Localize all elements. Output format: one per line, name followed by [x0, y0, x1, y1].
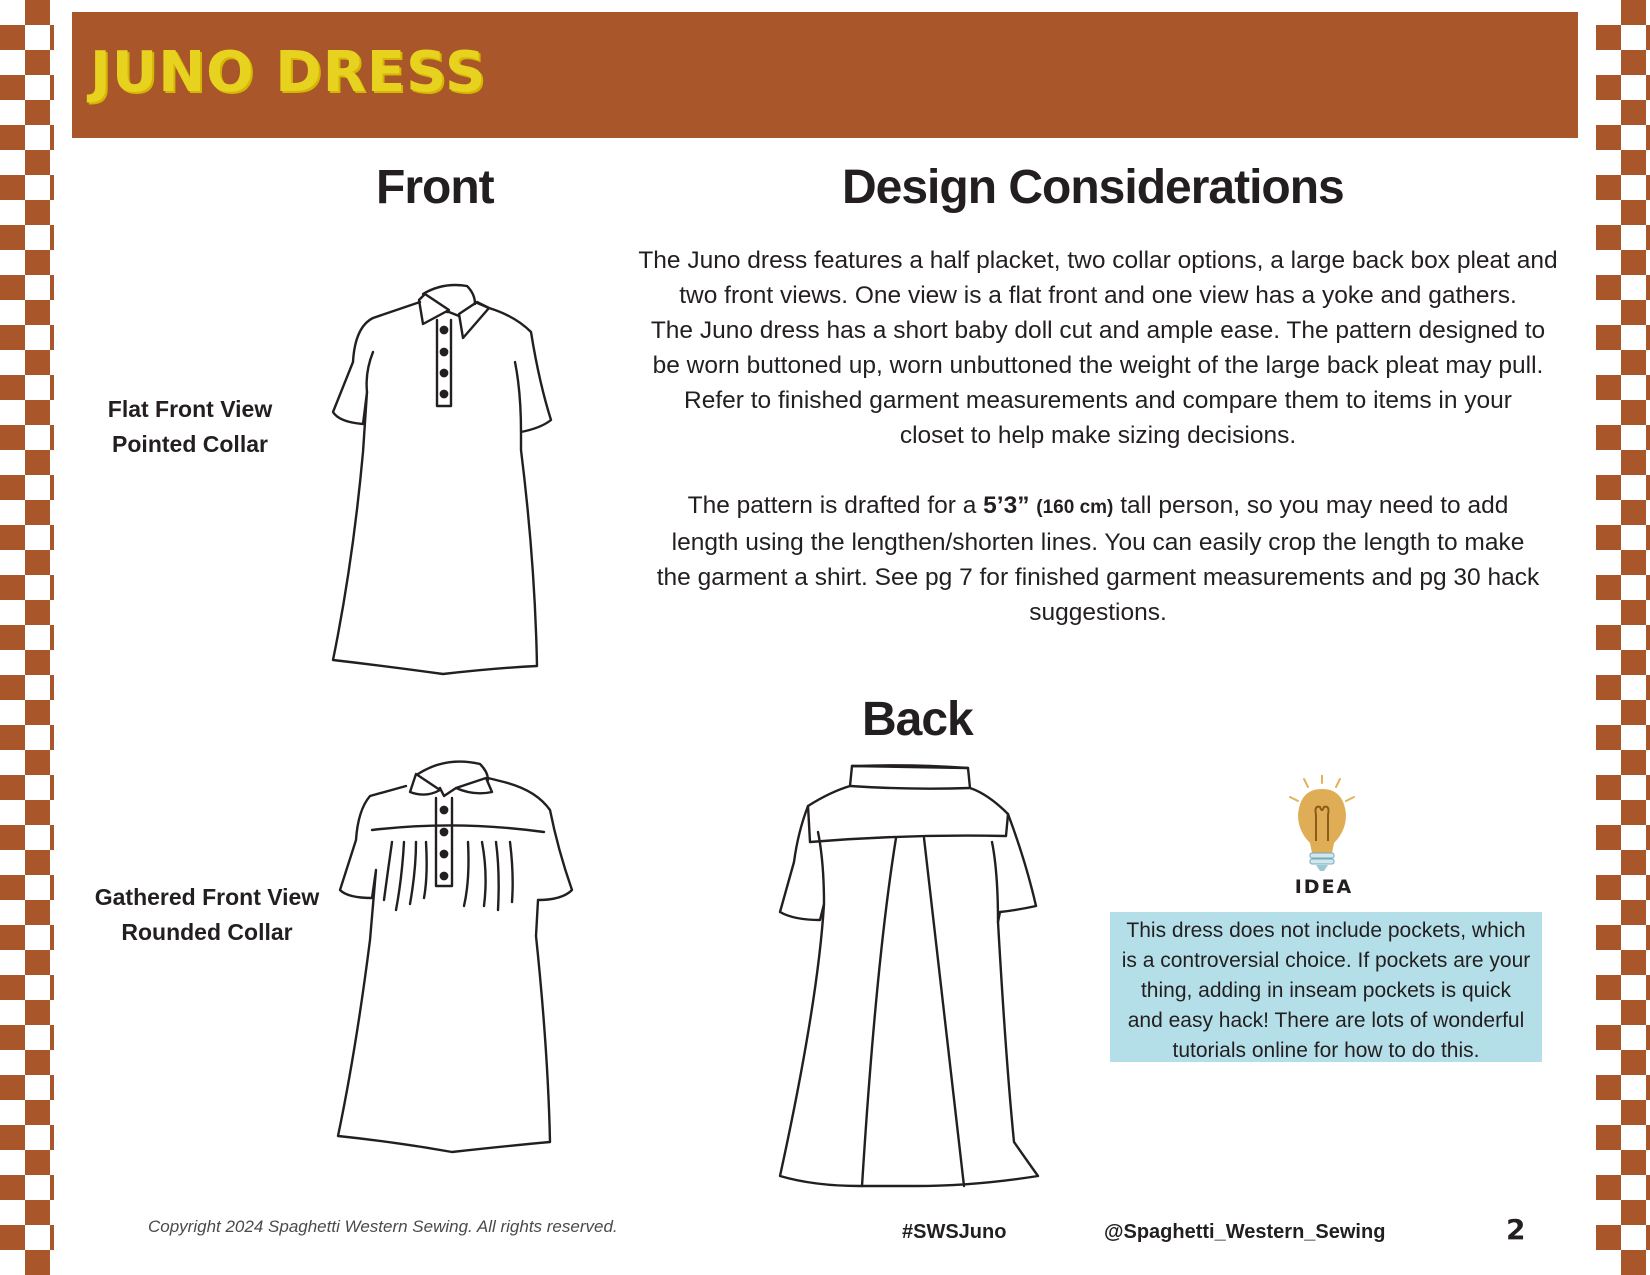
height-value: 5’3” [983, 492, 1030, 519]
idea-label: IDEA [1294, 876, 1354, 898]
gathered-front-label [80, 880, 334, 950]
idea-text-line: thing, adding in inseam pockets is quick [1140, 979, 1512, 1002]
design-text-line: Refer to finished garment measurements and compare them to items in your [684, 387, 1512, 414]
lightbulb-icon [1286, 775, 1358, 875]
idea-text-line: This dress does not include pockets, which [1126, 919, 1526, 942]
design-paragraph-2 [632, 488, 1564, 630]
view-label-line: Flat Front View [107, 396, 273, 422]
checker-border-left [0, 0, 54, 1275]
design-text-line: length using the lengthen/shorten lines. You can easily crop the length to make [671, 529, 1525, 556]
idea-text-line: and easy hack! There are lots of wonderful [1127, 1009, 1525, 1032]
view-label-line: Gathered Front View [94, 884, 320, 910]
idea-text-line: tutorials online for how to do this. [1172, 1039, 1480, 1062]
flat-front-dress-illustration [325, 272, 585, 682]
brand-title: JUNO DRESS [90, 40, 487, 105]
design-text-line: the garment a shirt. See pg 7 for finished garment measurements and pg 30 hack [656, 564, 1540, 591]
design-text-line: The Juno dress has a short baby doll cut and ample ease. The pattern designed to [650, 317, 1546, 344]
design-text-line: be worn buttoned up, worn unbuttoned the weight of the large back pleat may pull. [652, 352, 1544, 379]
design-paragraph-1 [632, 243, 1564, 453]
idea-callout-box [1110, 912, 1542, 1062]
section-title-back: Back [862, 693, 973, 746]
height-cm-value: (160 cm) [1036, 497, 1114, 518]
flat-front-label [90, 392, 290, 462]
design-text-line: suggestions. [1029, 599, 1167, 626]
view-label-line: Rounded Collar [121, 919, 293, 945]
idea-text-line: is a controversial choice. If pockets are your [1121, 949, 1531, 972]
header-banner [72, 12, 1578, 138]
idea-callout-text [1110, 912, 1542, 1066]
checker-border-right [1596, 0, 1650, 1275]
design-text-line: tall person, so you may need to add [1113, 492, 1509, 519]
page-number: 2 [1506, 1213, 1526, 1246]
design-text-line: The pattern is drafted for a [687, 492, 984, 519]
section-title-front: Front [376, 161, 494, 214]
hashtag-link[interactable]: #SWSJuno [902, 1221, 1007, 1243]
social-handle-link[interactable]: @Spaghetti_Western_Sewing [1104, 1221, 1386, 1243]
design-text-line: closet to help make sizing decisions. [899, 422, 1297, 449]
design-text-line: two front views. One view is a flat front and one view has a yoke and gathers. [679, 282, 1517, 309]
gathered-front-dress-illustration [336, 750, 596, 1160]
view-label-line: Pointed Collar [112, 431, 268, 457]
section-title-design: Design Considerations [842, 161, 1344, 214]
back-dress-illustration [778, 762, 1050, 1200]
design-text-line: The Juno dress features a half placket, two collar options, a large back box pleat and [638, 247, 1558, 274]
copyright-notice: Copyright 2024 Spaghetti Western Sewing. All rights reserved. [148, 1217, 618, 1236]
